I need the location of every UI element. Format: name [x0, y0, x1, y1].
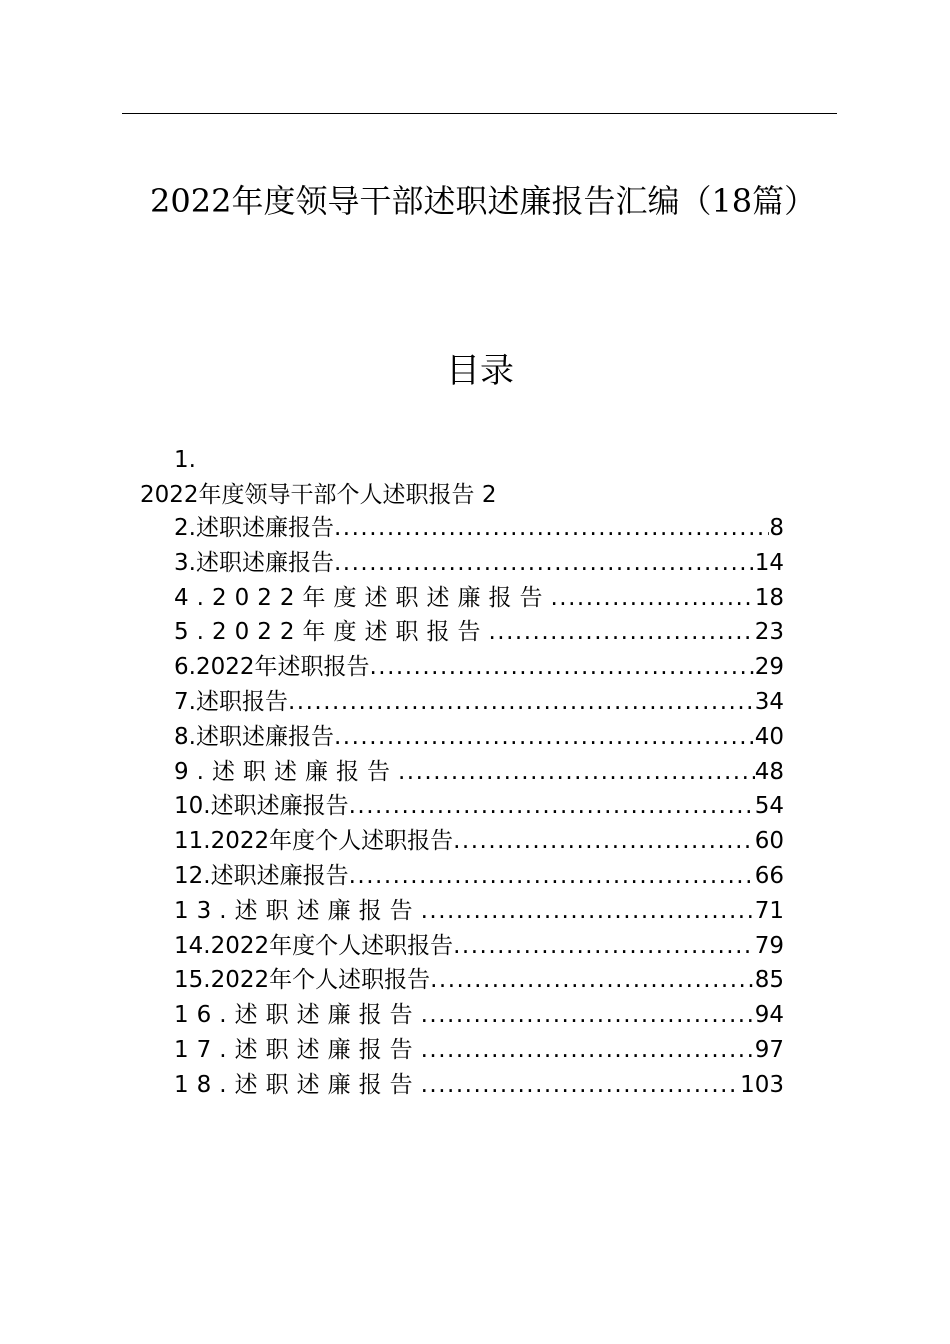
- toc-dot-leader: [453, 929, 755, 964]
- toc-entry-page-number: 71: [754, 897, 784, 924]
- toc-entry-page-number: 23: [754, 619, 784, 646]
- toc-entry-label: 11.2022年度个人述职报告: [174, 828, 454, 855]
- toc-entry-page-number: 8: [769, 515, 784, 541]
- toc-entry-label: 9.述职述廉报告: [174, 758, 398, 785]
- toc-dot-leader: [349, 859, 755, 894]
- toc-entry-label: 5.2022年度述职报告: [174, 619, 489, 646]
- toc-dot-leader: [349, 789, 755, 824]
- toc-list: [174, 511, 784, 1103]
- toc-entry[interactable]: [174, 511, 784, 546]
- toc-entry[interactable]: [174, 1033, 784, 1068]
- toc-dot-leader: [421, 894, 755, 929]
- toc-dot-leader: [334, 546, 755, 581]
- toc-entry[interactable]: [174, 755, 784, 790]
- toc-entry[interactable]: [174, 998, 784, 1033]
- toc-entry[interactable]: [174, 685, 784, 720]
- toc-entry[interactable]: [174, 824, 784, 859]
- toc-dot-leader: [334, 720, 755, 755]
- toc-entry-page-number: 103: [740, 1071, 784, 1098]
- toc-entry[interactable]: [174, 789, 784, 824]
- toc-entry-page-number: 66: [754, 862, 784, 889]
- toc-entry-label: 8.述职述廉报告: [174, 723, 334, 750]
- toc-entry-label: 12.述职述廉报告: [174, 862, 349, 889]
- toc-entry-page-number: 34: [754, 688, 784, 715]
- toc-entry-page-number: 29: [754, 654, 784, 681]
- toc-entry-1-number: 1.: [174, 447, 196, 473]
- document-title: 2022年度领导干部述职述廉报告汇编（18篇）: [150, 182, 817, 220]
- toc-entry-label: 14.2022年度个人述职报告: [174, 932, 454, 959]
- toc-dot-leader: [421, 1068, 741, 1103]
- toc-entry[interactable]: [174, 581, 784, 616]
- toc-dot-leader: [453, 824, 755, 859]
- toc-entry-page-number: 85: [754, 967, 784, 994]
- toc-entry[interactable]: [174, 963, 784, 998]
- toc-entry-page-number: 79: [754, 932, 784, 959]
- toc-heading: 目录: [446, 351, 514, 391]
- toc-entry-label: 10.述职述廉报告: [174, 793, 349, 820]
- toc-entry-page-number: 48: [754, 758, 784, 785]
- toc-dot-leader: [550, 581, 754, 616]
- toc-entry-label: 13.述职述廉报告: [174, 897, 421, 924]
- toc-entry[interactable]: [174, 650, 784, 685]
- toc-entry[interactable]: [174, 720, 784, 755]
- toc-entry-label: 15.2022年个人述职报告: [174, 967, 431, 994]
- toc-entry[interactable]: [174, 894, 784, 929]
- toc-entry-1[interactable]: [140, 446, 496, 510]
- toc-entry-page-number: 18: [754, 584, 784, 611]
- toc-entry-page-number: 97: [754, 1036, 784, 1063]
- toc-entry[interactable]: [174, 1068, 784, 1103]
- toc-dot-leader: [334, 511, 769, 546]
- toc-entry-page-number: 40: [754, 723, 784, 750]
- toc-entry-page-number: 94: [754, 1002, 784, 1029]
- toc-entry-label: 18.述职述廉报告: [174, 1071, 421, 1098]
- toc-entry[interactable]: [174, 859, 784, 894]
- toc-entry-label: 4.2022年度述职述廉报告: [174, 584, 551, 611]
- toc-entry-label: 16.述职述廉报告: [174, 1002, 421, 1029]
- toc-entry-label: 3.述职述廉报告: [174, 549, 334, 576]
- toc-entry-1-text: 2022年度领导干部个人述职报告 2: [140, 482, 497, 508]
- toc-entry[interactable]: [174, 929, 784, 964]
- toc-dot-leader: [398, 755, 755, 790]
- toc-dot-leader: [430, 963, 755, 998]
- toc-dot-leader: [488, 615, 754, 650]
- toc-dot-leader: [421, 998, 755, 1033]
- toc-dot-leader: [288, 685, 755, 720]
- header-rule: [122, 113, 837, 114]
- toc-entry-page-number: 14: [754, 549, 784, 576]
- toc-entry-label: 6.2022年述职报告: [174, 654, 370, 681]
- toc-dot-leader: [421, 1033, 755, 1068]
- toc-entry-label: 2.述职述廉报告: [174, 515, 334, 541]
- toc-entry-label: 7.述职报告: [174, 688, 288, 715]
- toc-entry[interactable]: [174, 546, 784, 581]
- toc-entry-page-number: 60: [754, 828, 784, 855]
- toc-entry-page-number: 54: [754, 793, 784, 820]
- toc-entry-label: 17.述职述廉报告: [174, 1036, 421, 1063]
- toc-dot-leader: [369, 650, 754, 685]
- toc-entry[interactable]: [174, 615, 784, 650]
